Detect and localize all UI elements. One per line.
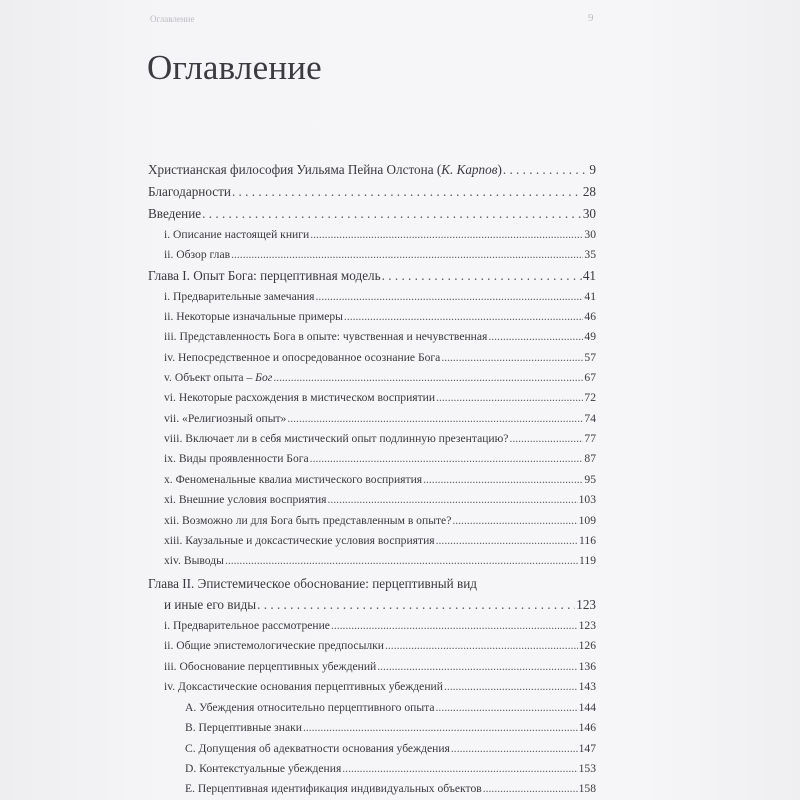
toc-entry-text: ii. Общие эпистемологические предпосылки <box>164 639 384 652</box>
toc-entry-text: vii. «Религиозный опыт» <box>164 412 287 425</box>
toc-entry <box>148 162 596 178</box>
toc-entry-page: 158 <box>578 782 596 795</box>
toc-entry-label <box>164 309 343 325</box>
dot-leader <box>342 761 577 777</box>
page-title: Оглавление <box>147 48 322 87</box>
toc-entry <box>185 761 596 777</box>
toc-entry <box>164 451 596 467</box>
toc-entry-page: 95 <box>584 473 596 486</box>
toc-entry-text: и иные его виды <box>164 597 257 612</box>
toc-entry-text: E. Перцептивная идентификация индивидуальных объектов <box>185 782 482 795</box>
toc-entry-label <box>164 638 384 654</box>
toc-entry-page: 123 <box>578 619 596 632</box>
toc-entry <box>164 289 596 305</box>
toc-entry-page: 136 <box>578 660 596 673</box>
dot-leader <box>310 227 583 243</box>
toc-entry <box>164 553 596 569</box>
dot-leader <box>441 350 583 366</box>
toc-entry-label <box>164 451 309 467</box>
toc-entry <box>148 184 596 200</box>
dot-leader <box>377 659 577 675</box>
dot-leader <box>310 451 584 467</box>
toc-entry-text: iv. Непосредственное и опосредованное осознание Бога <box>164 351 441 364</box>
toc-entry-label <box>185 781 482 797</box>
toc-entry-page: 77 <box>584 432 596 445</box>
toc-entry-label <box>164 492 326 508</box>
dot-leader <box>385 638 578 654</box>
toc-entry <box>185 720 596 736</box>
toc-entry-page: 28 <box>582 184 596 199</box>
toc-entry-label <box>164 247 230 263</box>
toc-entry-label <box>164 370 272 386</box>
toc-entry-text: xiii. Каузальные и доксастические условия восприятия <box>164 534 435 547</box>
toc-entry-text: iv. Доксастические основания перцептивных убеждений <box>164 680 443 693</box>
toc-entry-text: Глава II. Эпистемическое обоснование: перцептивный вид <box>148 576 477 591</box>
toc-entry-label <box>164 597 256 613</box>
toc-entry-label <box>164 513 451 529</box>
toc-entry-label <box>164 553 224 569</box>
dot-leader <box>488 329 583 345</box>
toc-entry-text: ix. Виды проявленности Бога <box>164 452 309 465</box>
dot-leader <box>231 247 583 263</box>
toc-entry-label <box>164 679 443 695</box>
toc-entry-label <box>148 162 502 178</box>
toc-entry <box>164 309 596 325</box>
dot-leader <box>503 162 589 178</box>
toc-entry-text: xiv. Выводы <box>164 554 224 567</box>
toc-entry <box>185 700 596 716</box>
dot-leader <box>436 533 578 549</box>
toc-entry <box>164 513 596 529</box>
dot-leader <box>444 679 578 695</box>
toc-entry-label <box>148 206 201 222</box>
toc-entry-text: xi. Внешние условия восприятия <box>164 493 327 506</box>
dot-leader <box>316 289 584 305</box>
toc-entry-page: 67 <box>584 371 596 384</box>
toc-entry-label <box>185 720 302 736</box>
toc-entry-label <box>164 533 435 549</box>
toc-entry-text: A. Убеждения относительно перцептивного опыта <box>185 701 435 714</box>
dot-leader <box>257 597 575 613</box>
dot-leader <box>287 411 583 427</box>
toc-entry-text: Глава I. Опыт Бога: перцептивная модель <box>148 268 381 283</box>
toc-entry-label <box>164 411 286 427</box>
toc-entry-text: iii. Обоснование перцептивных убеждений <box>164 660 377 673</box>
dot-leader <box>509 431 583 447</box>
toc-entry <box>164 350 596 366</box>
toc-entry-text: vi. Некоторые расхождения в мистическом восприятии <box>164 391 436 404</box>
dot-leader <box>451 741 578 757</box>
dot-leader <box>423 472 583 488</box>
toc-entry <box>148 206 596 222</box>
toc-entry-text: v. Объект опыта – <box>164 371 256 384</box>
toc-entry <box>164 472 596 488</box>
toc-entry <box>164 597 596 613</box>
dot-leader <box>382 268 582 284</box>
dot-leader <box>436 390 583 406</box>
toc-entry-italic: К. Карпов <box>441 162 498 177</box>
toc-entry-page: 147 <box>578 742 596 755</box>
toc-entry-label <box>185 700 435 716</box>
toc-entry-text: viii. Включает ли в себя мистический опыт подлинную презентацию? <box>164 432 509 445</box>
toc-entry-label <box>164 618 330 634</box>
dot-leader <box>483 781 578 797</box>
toc-entry-page: 119 <box>579 554 596 567</box>
toc-entry-label <box>164 350 440 366</box>
toc-entry-page: 109 <box>578 514 596 527</box>
toc-entry-text: i. Описание настоящей книги <box>164 228 310 241</box>
toc-entry <box>164 370 596 386</box>
toc-entry-text: ii. Некоторые изначальные примеры <box>164 310 343 323</box>
toc-entry-page: 41 <box>582 268 596 283</box>
toc-entry-page: 49 <box>584 330 596 343</box>
toc-entry-page: 87 <box>584 452 596 465</box>
toc-entry-page: 123 <box>576 597 596 612</box>
toc-entry <box>164 411 596 427</box>
toc-entry-label <box>164 472 422 488</box>
toc-entry-label <box>164 659 376 675</box>
toc-entry-label <box>148 184 231 200</box>
toc-entry-label <box>164 289 315 305</box>
dot-leader <box>303 720 578 736</box>
toc-entry-label <box>185 761 341 777</box>
toc-entry <box>148 268 596 284</box>
toc-entry-label <box>148 268 381 284</box>
toc-entry <box>148 576 477 592</box>
toc-entry-text: B. Перцептивные знаки <box>185 721 302 734</box>
toc-entry <box>164 492 596 508</box>
running-head: Оглавление <box>150 14 195 24</box>
toc-entry-page: 126 <box>578 639 596 652</box>
toc-entry <box>164 638 596 654</box>
dot-leader <box>344 309 583 325</box>
page-number: 9 <box>588 12 594 24</box>
toc-entry-page: 146 <box>578 721 596 734</box>
toc-entry-text: C. Допущения об адекватности основания убеждения <box>185 742 450 755</box>
toc-entry-label <box>164 431 508 447</box>
toc-entry <box>164 679 596 695</box>
toc-entry-page: 143 <box>578 680 596 693</box>
toc-entry-page: 57 <box>584 351 596 364</box>
toc-entry <box>164 618 596 634</box>
toc-entry-text: Благодарности <box>148 184 231 199</box>
dot-leader <box>436 700 578 716</box>
toc-entry-page: 30 <box>584 228 596 241</box>
toc-entry-text: Введение <box>148 206 202 221</box>
toc-entry-page: 74 <box>584 412 596 425</box>
toc-entry-text: D. Контекстуальные убеждения <box>185 762 342 775</box>
dot-leader <box>273 370 583 386</box>
dot-leader <box>202 206 582 222</box>
toc-entry-page: 144 <box>578 701 596 714</box>
dot-leader <box>331 618 578 634</box>
toc-entry-label <box>164 329 487 345</box>
toc-entry-label <box>164 390 435 406</box>
toc-entry-page: 41 <box>584 290 596 303</box>
toc-entry-label <box>185 741 450 757</box>
toc-entry-text: ii. Обзор глав <box>164 248 231 261</box>
toc-entry-page: 103 <box>578 493 596 506</box>
toc-entry-text-end: ) <box>497 162 502 177</box>
toc-entry <box>164 227 596 243</box>
toc-entry <box>164 390 596 406</box>
toc-entry-page: 153 <box>578 762 596 775</box>
toc-entry <box>185 781 596 797</box>
dot-leader <box>327 492 577 508</box>
toc-entry-text: i. Предварительное рассмотрение <box>164 619 330 632</box>
dot-leader <box>225 553 578 569</box>
toc-entry-text: i. Предварительные замечания <box>164 290 315 303</box>
dot-leader <box>452 513 577 529</box>
toc-entry <box>164 659 596 675</box>
toc-entry <box>164 329 596 345</box>
toc-entry-page: 116 <box>579 534 596 547</box>
dot-leader <box>232 184 582 200</box>
toc-entry-label <box>164 227 309 243</box>
toc-entry-page: 9 <box>589 162 596 177</box>
toc-entry <box>164 533 596 549</box>
toc-entry-text: x. Феноменальные квалиа мистического восприятия <box>164 473 423 486</box>
toc-entry <box>164 431 596 447</box>
toc-entry-page: 30 <box>582 206 596 221</box>
toc-entry-label <box>148 576 477 592</box>
toc-entry <box>185 741 596 757</box>
toc-entry-text: xii. Возможно ли для Бога быть представленным в опыте? <box>164 514 452 527</box>
toc-entry-page: 46 <box>584 310 596 323</box>
toc-entry-page: 35 <box>584 248 596 261</box>
toc-entry-page: 72 <box>584 391 596 404</box>
toc-entry-text: Христианская философия Уильяма Пейна Олстона ( <box>148 162 442 177</box>
toc-entry-text: iii. Представленность Бога в опыте: чувственная и нечувственная <box>164 330 488 343</box>
toc-entry <box>164 247 596 263</box>
toc-entry-italic: Бог <box>255 371 273 384</box>
